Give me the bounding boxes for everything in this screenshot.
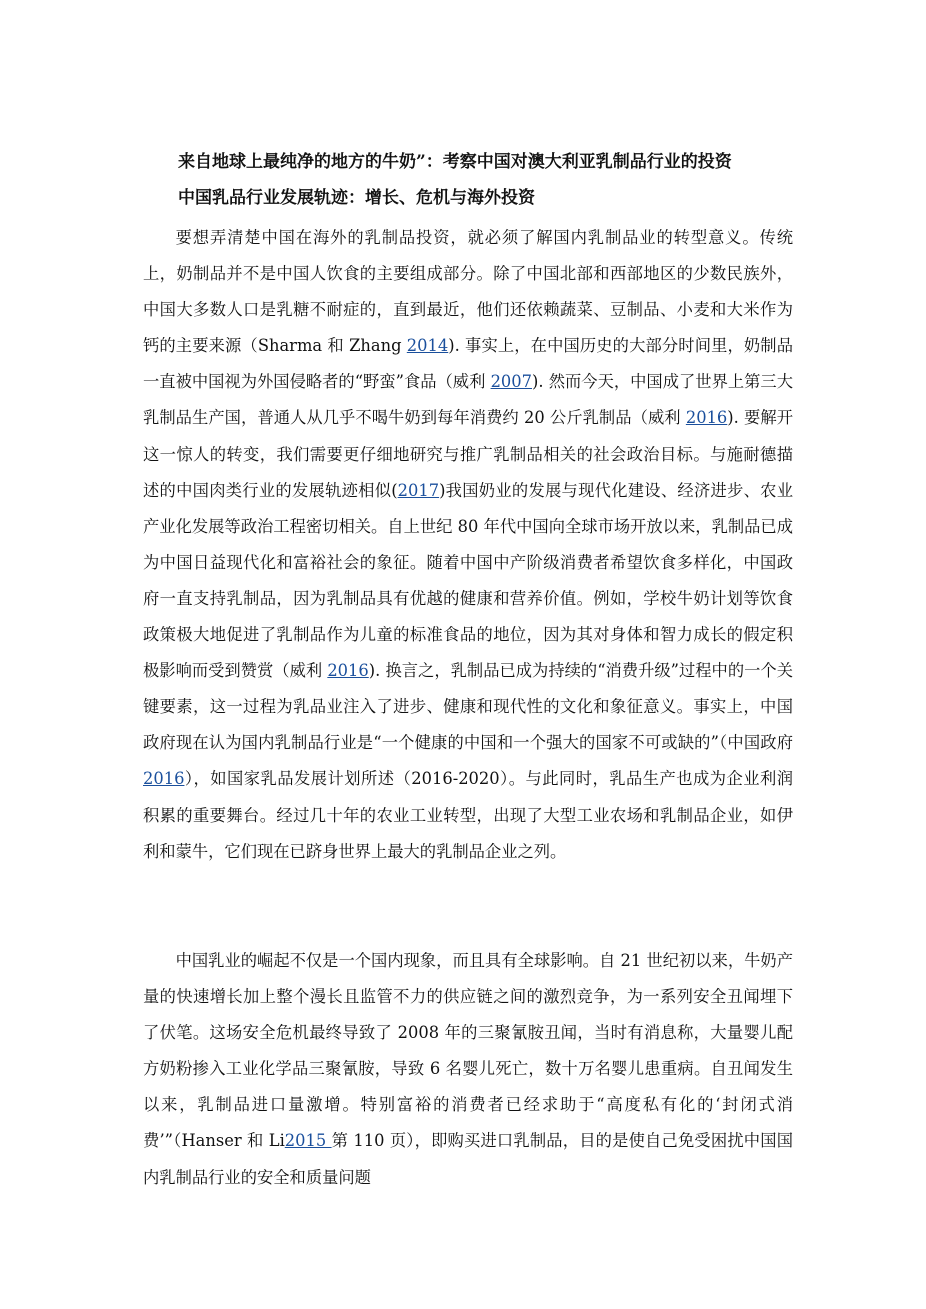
paragraph-text: )我国奶业的发展与现代化建设、经济进步、农业产业化发展等政治工程密切相关。自上世纪 80 年代中国向全球市场开放以来，乳制品已成为中国日益现代化和富裕社会的象征。随着中国中产阶级消费者希望饮食多样化，中国政府一直支持乳制品，因为乳制品具有优越的健康和营养价值。例如，学校牛奶计划等饮食政策极大地促进了乳制品作为儿童的标准食品的地位，因为其对身体和智力成长的假定积极影响而受到赞赏（威利 <box>143 480 793 681</box>
citation-link[interactable]: 2016 <box>685 408 728 428</box>
citation-link[interactable]: 2015 <box>284 1131 332 1151</box>
paragraph-text: ). 换言之，乳制品已成为持续的“消费升级”过程中的一个关键要素，这一过程为乳品业注入了进步、健康和现代性的文化和象征意义。事实上，中国政府现在认为国内乳制品行业是“一个健康的中国和一个强大的国家不可或缺的”（中国政府 <box>143 661 793 753</box>
paragraph-1 <box>143 220 793 870</box>
paragraph-text: ). 然而今天，中国成了世界上第三大乳制品生产国，普通人从几乎不喝牛奶到每年消费约 20 公斤乳制品（威利 <box>143 372 793 428</box>
paragraph-text: ). 事实上，在中国历史的大部分时间里，奶制品一直被中国视为外国侵略者的“野蛮”食品（威利 <box>143 336 793 392</box>
citation-link[interactable]: 2017 <box>397 480 440 500</box>
document-title: 来自地球上最纯净的地方的牛奶”：考察中国对澳大利亚乳制品行业的投资 <box>178 152 732 172</box>
citation-link[interactable]: 2007 <box>490 372 532 392</box>
paragraph-text: ），如国家乳品发展计划所述（2016-2020）。与此同时，乳品生产也成为企业利润积累的重要舞台。经过几十年的农业工业转型，出现了大型工业农场和乳制品企业，如伊利和蒙牛，它们现在已跻身世界上最大的乳制品企业之列。 <box>143 769 793 861</box>
paragraph-text: 中国乳业的崛起不仅是一个国内现象，而且具有全球影响。自 21 世纪初以来，牛奶产量的快速增长加上整个漫长且监管不力的供应链之间的激烈竞争，为一系列安全丑闻埋下了伏笔。这场安全危机最终导致了 2008 年的三聚氰胺丑闻，当时有消息称，大量婴儿配方奶粉掺入工业化学品三聚氰胺，导致 6 名婴儿死亡，数十万名婴儿患重病。自丑闻发生以来，乳制品进口量激增。特别富裕的消费者已经求助于“高度私有化的‘封闭式消费’”（Hanser 和 Li <box>143 951 793 1151</box>
paragraph-text: ). 要解开这一惊人的转变，我们需要更仔细地研究与推广乳制品相关的社会政治目标。与施耐德描述的中国肉类行业的发展轨迹相似( <box>143 408 794 500</box>
citation-link[interactable]: 2016 <box>143 769 185 789</box>
paragraph-text: 第 110 页），即购买进口乳制品，目的是使自己免受困扰中国国内乳制品行业的安全和质量问题 <box>143 1131 793 1187</box>
paragraph-2 <box>143 943 793 1196</box>
paragraph-text: 要想弄清楚中国在海外的乳制品投资，就必须了解国内乳制品业的转型意义。传统上，奶制品并不是中国人饮食的主要组成部分。除了中国北部和西部地区的少数民族外，中国大多数人口是乳糖不耐症的，直到最近，他们还依赖蔬菜、豆制品、小麦和大米作为钙的主要来源（Sharma 和 Zhang <box>143 228 793 356</box>
citation-link[interactable]: 2014 <box>406 336 449 356</box>
citation-link[interactable]: 2016 <box>327 661 369 681</box>
section-heading: 中国乳品行业发展轨迹：增长、危机与海外投资 <box>178 188 535 208</box>
